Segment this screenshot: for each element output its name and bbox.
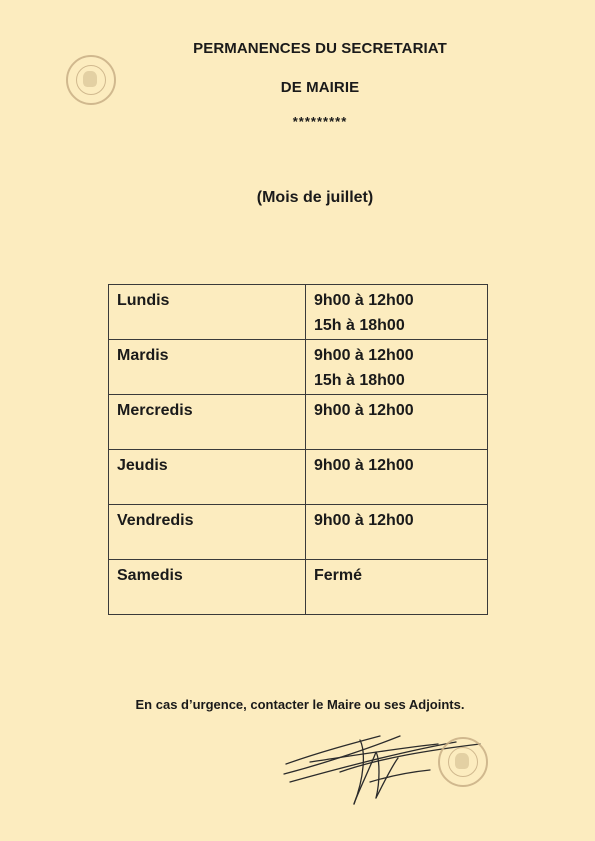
hours-line: 9h00 à 12h00 xyxy=(314,457,414,474)
schedule-row xyxy=(109,285,488,340)
hours-line: 9h00 à 12h00 xyxy=(314,347,414,364)
hours-line: 9h00 à 12h00 xyxy=(314,402,414,419)
hours-line: 9h00 à 12h00 xyxy=(314,292,414,309)
day-cell: Jeudis xyxy=(109,450,306,505)
schedule-row xyxy=(109,395,488,450)
day-cell: Mardis xyxy=(109,340,306,395)
hours-line: Fermé xyxy=(314,567,363,584)
emergency-notice: En cas d’urgence, contacter le Maire ou ses Adjoints. xyxy=(135,697,465,712)
day-cell: Mercredis xyxy=(109,395,306,450)
hours-line: 9h00 à 12h00 xyxy=(314,512,414,529)
title-separator: ********* xyxy=(292,114,348,129)
hours-cell xyxy=(306,395,488,450)
hours-cell xyxy=(306,560,488,615)
mairie-seal-stamp xyxy=(438,737,488,787)
day-cell: Vendredis xyxy=(109,505,306,560)
schedule-row xyxy=(109,505,488,560)
hours-line: 15h à 18h00 xyxy=(314,372,405,389)
hours-cell xyxy=(306,340,488,395)
document-title-line2: DE MAIRIE xyxy=(280,79,360,96)
schedule-row xyxy=(109,450,488,505)
schedule-row xyxy=(109,560,488,615)
month-subtitle: (Mois de juillet) xyxy=(256,189,374,206)
schedule-table xyxy=(108,284,488,615)
day-cell: Lundis xyxy=(109,285,306,340)
document-title-line1: PERMANENCES DU SECRETARIAT xyxy=(193,40,447,57)
hours-cell xyxy=(306,285,488,340)
hours-line: 15h à 18h00 xyxy=(314,317,405,334)
schedule-row xyxy=(109,340,488,395)
hours-cell xyxy=(306,505,488,560)
hours-cell xyxy=(306,450,488,505)
day-cell: Samedis xyxy=(109,560,306,615)
